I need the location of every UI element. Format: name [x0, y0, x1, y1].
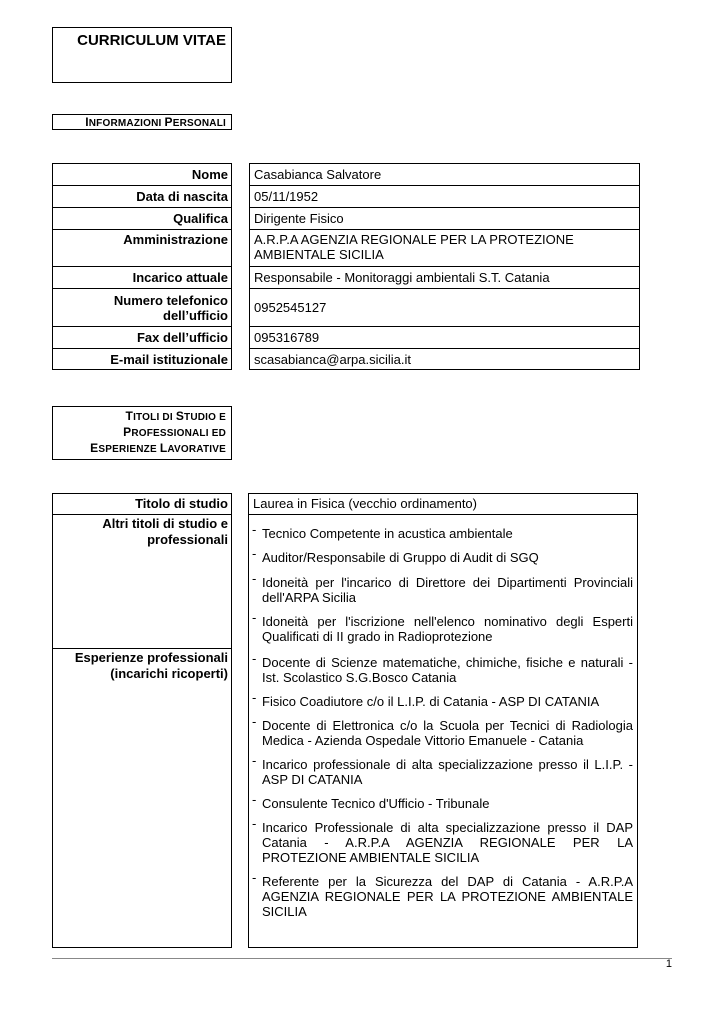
field-value: scasabianca@arpa.sicilia.it [249, 348, 640, 370]
field-label: E-mail istituzionale [52, 348, 232, 370]
field-label: Incarico attuale [52, 266, 232, 288]
field-label: Qualifica [52, 207, 232, 229]
list-item: - Docente di Scienze matematiche, chimiche, fisiche e naturali - Ist. Scolastico S.G.Bosco Catania [249, 655, 633, 685]
heading-letter: E [90, 441, 99, 455]
other-titles-list [249, 526, 637, 644]
page-number: 1 [665, 958, 672, 970]
field-value: A.R.P.A AGENZIA REGIONALE PER LA PROTEZIONE AMBIENTALE SICILIA [249, 229, 640, 266]
field-label: Fax dell’ufficio [52, 326, 232, 348]
field-label: Nome [52, 163, 232, 185]
experience-list-box [248, 514, 638, 948]
heading-letter: P [164, 115, 173, 129]
heading-text: NFORMAZIONI [88, 118, 165, 129]
field-value: Laurea in Fisica (vecchio ordinamento) [248, 493, 638, 515]
list-item: - Referente per la Sicurezza del DAP di Catania - A.R.P.A AGENZIA REGIONALE PER LA PROTEZIONE AMBIENTALE SICILIA [249, 874, 633, 919]
heading-text: ROFESSIONALI ED [131, 428, 226, 439]
table-row [52, 163, 640, 185]
section-heading-studies [52, 406, 232, 460]
heading-letter: T [125, 409, 134, 423]
heading-text: TUDIO E [184, 412, 226, 423]
table-row [52, 229, 640, 266]
heading-letter: L [159, 441, 168, 455]
section-heading-personal [52, 114, 232, 130]
heading-letter: I [85, 115, 89, 129]
document-title: CURRICULUM VITAE [77, 32, 226, 49]
table-row [52, 326, 640, 348]
field-label: Altri titoli di studio e professionali [52, 514, 232, 649]
field-label: Numero telefonico dell’ufficio [52, 288, 232, 326]
heading-text: SPERIENZE [98, 444, 160, 455]
field-label: Esperienze professionali (incarichi ricoperti) [52, 648, 232, 948]
field-label: Amministrazione [52, 229, 232, 266]
list-item: - Tecnico Competente in acustica ambientale [249, 526, 633, 541]
heading-line [57, 441, 226, 457]
field-value: 095316789 [249, 326, 640, 348]
heading-text: AVORATIVE [167, 444, 226, 455]
field-value: Dirigente Fisico [249, 207, 640, 229]
field-value: Casabianca Salvatore [249, 163, 640, 185]
heading-line [57, 409, 226, 425]
heading-text: ITOLI DI [133, 412, 176, 423]
field-label: Data di nascita [52, 185, 232, 207]
table-row [52, 185, 640, 207]
list-item: - Fisico Coadiutore c/o il L.I.P. di Catania - ASP DI CATANIA [249, 694, 633, 709]
heading-text: ERSONALI [172, 118, 226, 129]
list-item: - Docente di Elettronica c/o la Scuola per Tecnici di Radiologia Medica - Azienda Ospedale Vittorio Emanuele - Catania [249, 718, 633, 748]
table-row [52, 348, 640, 370]
field-value: 0952545127 [249, 288, 640, 326]
heading-letter: S [175, 409, 185, 423]
list-item: - Idoneità per l'incarico di Direttore dei Dipartimenti Provinciali dell'ARPA Sicilia [249, 575, 633, 605]
list-item: - Auditor/Responsabile di Gruppo di Audit di SGQ [249, 550, 633, 565]
list-item: - Incarico professionale di alta specializzazione presso il L.I.P. - ASP DI CATANIA [249, 757, 633, 787]
list-item: - Idoneità per l'iscrizione nell'elenco nominativo degli Esperti Qualificati di II grado in Radioprotezione [249, 614, 633, 644]
list-item: - Incarico Professionale di alta specializzazione presso il DAP Catania - A.R.P.A AGENZIA REGIONALE PER LA PROTEZIONE AMBIENTALE SICILIA [249, 820, 633, 865]
heading-letter: P [123, 425, 132, 439]
table-row [52, 288, 640, 326]
personal-info-table [52, 163, 640, 370]
field-label: Titolo di studio [52, 493, 232, 515]
table-row [52, 207, 640, 229]
footer-divider [52, 958, 672, 959]
field-value: 05/11/1952 [249, 185, 640, 207]
table-row [52, 266, 640, 288]
field-value: Responsabile - Monitoraggi ambientali S.T. Catania [249, 266, 640, 288]
heading-line [57, 425, 226, 441]
list-item: - Consulente Tecnico d'Ufficio - Tribunale [249, 796, 633, 811]
title-box [52, 27, 232, 83]
experience-list [249, 655, 637, 919]
